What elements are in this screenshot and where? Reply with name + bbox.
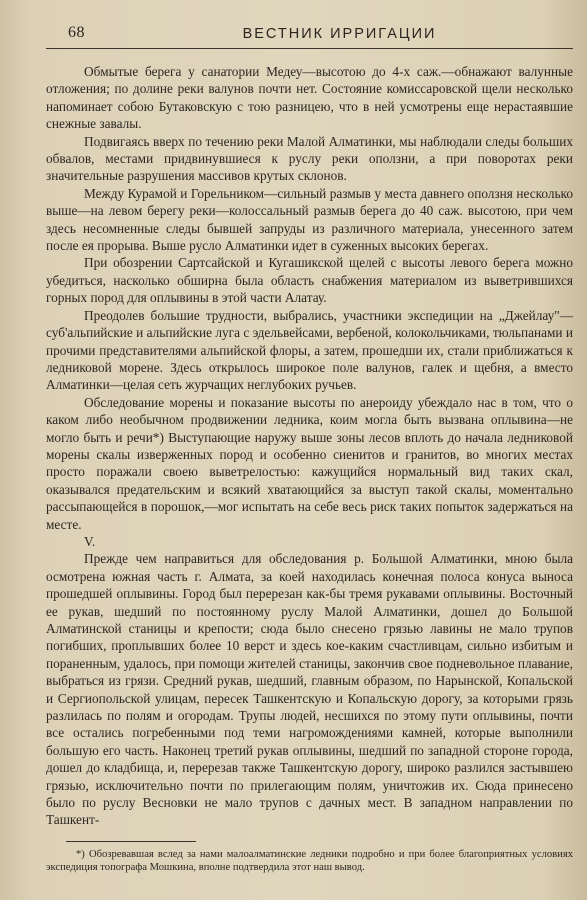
section-number: V.: [84, 533, 96, 549]
paragraph: Подвигаясь вверх по течению реки Малой Алматинки, мы наблюдали следы больших обвалов, местами придвинувшиеся к руслу реки оползни, а при поворотах реки значительные разрушения массивов крутых склонов.: [46, 133, 573, 184]
page-number: 68: [68, 24, 85, 41]
footnote: *) Обозревавшая вслед за нами малоалматинские ледники подробно и при более благоприятных условиях экспедиция топографа Мошкина, вполне подтвердила этот наш вывод.: [46, 848, 573, 873]
paragraph: Между Курамой и Горельником—сильный размыв у места давнего оползня несколько выше—на левом берегу реки—колоссальный размыв берега до 40 саж. высотою, при чем здесь несомненные следы бывшей запруды из различного материала, унесенного затем после ея прорыва. Выше русло Алматинки идет в суженных высоких берегах.: [46, 185, 573, 254]
paragraph: При обозрении Сартсайской и Кугашикской щелей с высоты левого берега можно убедиться, насколько обширна была область снабжения материалом из выветрившихся горных пород для оплывины в этой части Алатау.: [46, 255, 573, 306]
running-head: [46, 22, 573, 49]
paragraph: Обследование морены и показание высоты по анероиду убеждало нас в том, что о каком либо необычном продвижении ледника, коим могла быть вызвана оплывина—не могло быть и речи*) Выступающие наружу выше зоны лесов вплоть до начала ледниковой морены скалы изверженных пород и особенно сиенитов и гранитов, во многих местах просто поражали своею выветрелостью: кажущийся нормальный вид таких скал, оказывался предательским и всякий хватающийся за выступ такой скалы, моментально рассыпающейся в порошок,—мог испытать на себе весь риск таких попыток задержаться на месте.: [46, 394, 573, 532]
paragraph: Прежде чем направиться для обследования р. Большой Алматинки, мною была осмотрена южная часть г. Алмата, за коей находилась конечная полоса конуса выноса прошедшей оплывины. Город был перерезан как-бы тремя рукавами оплывины. Восточный ее рукав, шедший по постоянному руслу Малой Алматинки, дошел до Большой Алматинской станицы и крепости; сюда было снесено грязью лавины не мало трупов погибших, проплывших более 10 верст и здесь кое-каким счастливцам, сильно избитым и пораненным, удалось, при помощи жителей станицы, закончив свое подневольное плавание, выбраться из грязи. Средний рукав, шедший, главным образом, по Нарынской, Копальской и Сергиопольской улицам, пересек Ташкентскую и Копальскую дорогу, за которыми грязь разлилась по полям и огородам. Трупы людей, несшихся по этому пути оплывины, почти все остались погребенными под теми нагромождениями камней, которые выполнили большую его часть. Наконец третий рукав оплывины, шедший по западной стороне города, дошел до кладбища, и, перерезав также Ташкентскую дорогу, широко разлился застывшею грязью, исключительно почти по прилегающим полям, уничтожив их. Сюда принесено было по руслу Весновки не мало трупов с дачных мест. В западном направлении по Ташкент-: [46, 551, 573, 828]
paragraph: Преодолев большие трудности, выбрались, участники экспедиции на „Джейлау"—суб'альпийские и альпийские луга с эдельвейсами, вербеной, колокольчиками, тюльпанами и прочими представителями альпийской флоры, а затем, прошедши их, стали приближаться к ледниковой морене. Здесь открылось широкое поле валунов, галек и щебня, а вместо Алматинки—целая сеть журчащих неглубоких ручьев.: [46, 307, 573, 393]
paragraph: Обмытые берега у санатории Медеу—высотою до 4-х саж.—обнажают валунные отложения; по долине реки валунов почти нет. Состояние комиссаровской щели несколько напоминает собою Бутаковскую с тою разницею, что в ней усмотрены еще нерастаявшие снежные завалы.: [46, 64, 573, 132]
journal-title: ВЕСТНИК ИРРИГАЦИИ: [242, 26, 437, 42]
body-text: [46, 63, 573, 829]
footnote-rule: [66, 841, 196, 842]
